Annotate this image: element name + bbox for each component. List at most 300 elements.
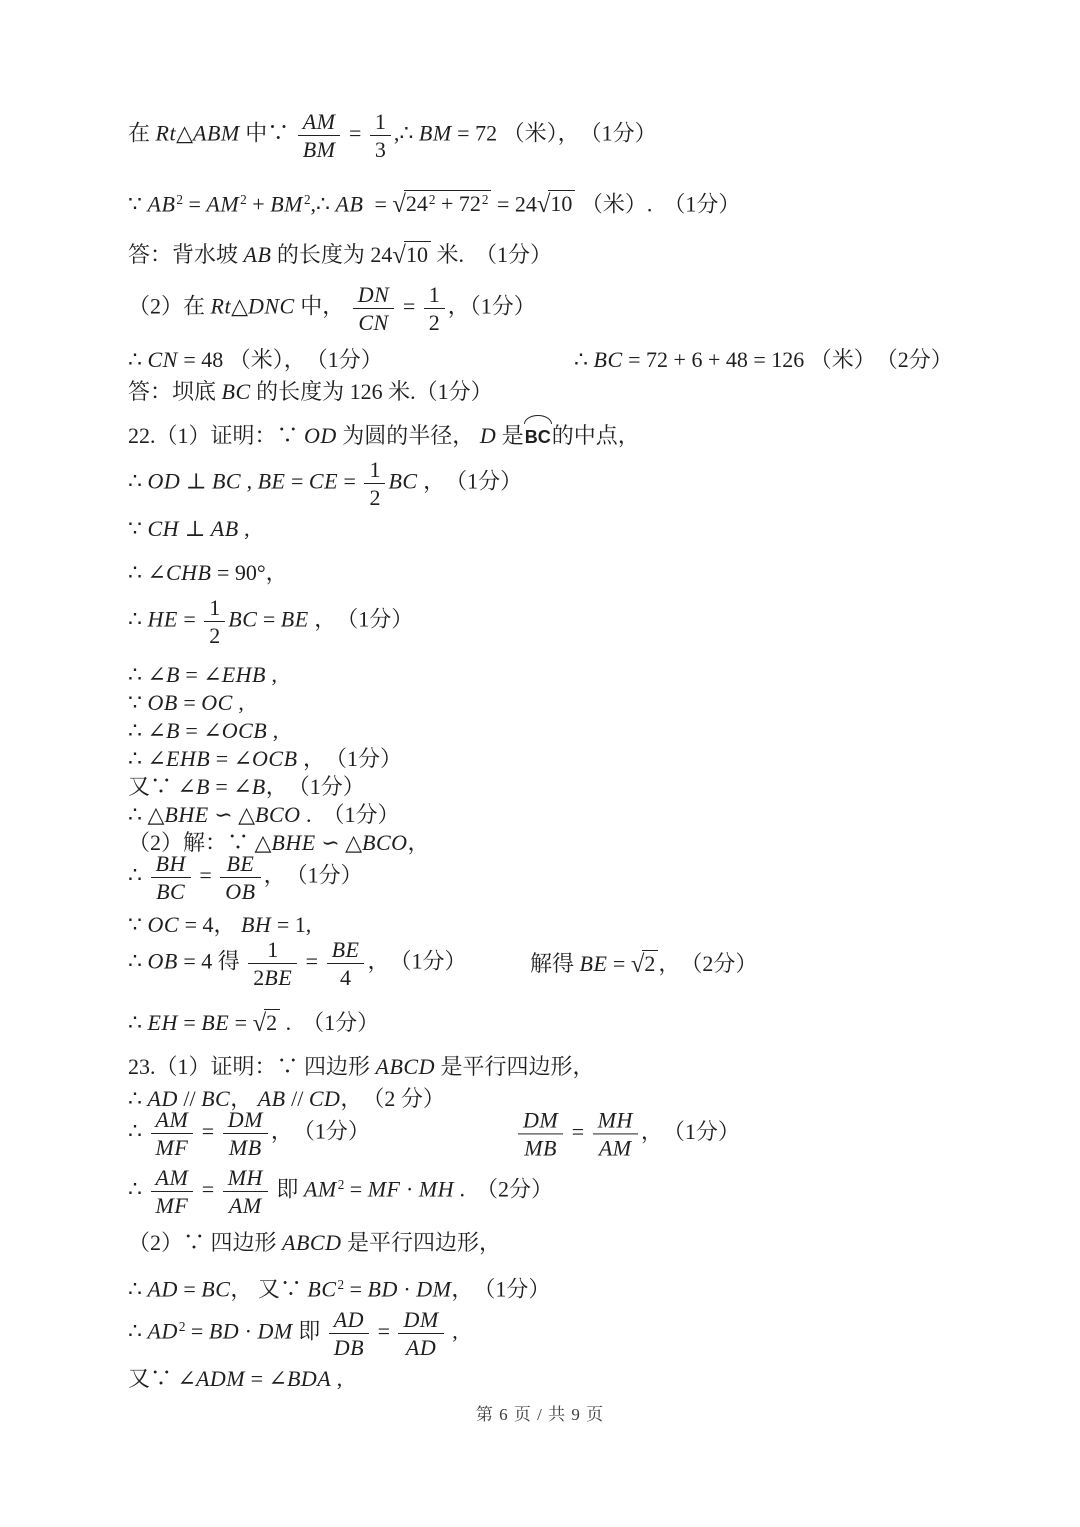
math-text: ∴ ∠: [128, 662, 166, 687]
math-line-6: [128, 377, 493, 407]
math-text: ∴: [574, 347, 594, 372]
math-variable: OB: [147, 690, 178, 715]
math-variable: BE: [331, 937, 360, 962]
math-variable: BE: [226, 851, 255, 876]
math-text: ∴ △: [128, 802, 165, 827]
math-text: =: [257, 606, 281, 632]
fraction-numerator: [151, 1166, 194, 1192]
fraction-denominator: [329, 1334, 369, 1359]
math-text: =: [185, 1318, 209, 1344]
square-root: [631, 949, 659, 979]
fraction-numerator: [151, 852, 191, 878]
math-line-20: [128, 910, 311, 940]
math-variable: BHE: [271, 830, 316, 855]
fraction-denominator: [424, 309, 445, 334]
math-line-11: [128, 596, 413, 647]
math-text: 中，: [294, 293, 350, 319]
math-text: 答：坝底: [128, 379, 222, 404]
math-variable: AM: [598, 1135, 632, 1161]
math-text: ∽ △: [315, 830, 363, 855]
math-line-1: [128, 110, 657, 161]
math-text: 1: [374, 109, 386, 134]
math-variable: BCO: [255, 802, 301, 827]
fraction: [151, 852, 191, 903]
math-variable: BC: [201, 1086, 231, 1111]
math-text: ·: [400, 1176, 419, 1202]
math-variable: DM: [523, 1107, 559, 1132]
fraction: [223, 1166, 268, 1217]
math-variable: OCB: [221, 718, 268, 743]
math-variable: DM: [257, 1318, 293, 1344]
math-variable: AM: [155, 1165, 189, 1190]
math-text: ∴ ∠: [128, 718, 166, 743]
math-line-9: [128, 514, 250, 544]
math-text: ∴ ∠: [128, 746, 166, 771]
math-variable: B: [195, 774, 210, 799]
math-text: 中∵: [239, 120, 295, 146]
math-text: ·: [239, 1318, 258, 1344]
math-variable: AD: [405, 1335, 437, 1361]
math-variable: B: [251, 774, 266, 799]
math-text: +: [246, 191, 271, 217]
math-variable: BC: [221, 379, 251, 404]
math-line-21-col2: [530, 949, 757, 979]
arc-over-letters: BC: [524, 420, 552, 452]
math-line-16: [128, 772, 365, 802]
math-text: =: [229, 1010, 253, 1035]
math-variable: BDA: [286, 1366, 332, 1391]
math-variable: BE: [579, 950, 608, 976]
math-text: 1: [369, 457, 381, 482]
math-text: =: [182, 191, 207, 217]
math-variable: MH: [227, 1165, 263, 1190]
math-text: ∵: [128, 191, 148, 217]
math-text: ,: [267, 718, 279, 743]
math-text: =: [607, 950, 631, 976]
math-text: 2: [266, 1010, 278, 1035]
fraction-denominator: [518, 1134, 563, 1159]
square-root: [392, 240, 431, 270]
fraction-numerator: [298, 110, 341, 136]
fraction-numerator: [364, 458, 385, 484]
math-text: ,: [266, 662, 277, 687]
math-text: （米）. （1分）: [575, 191, 741, 217]
math-text: 1: [267, 937, 279, 962]
math-variable: CE: [308, 468, 339, 494]
math-text: ∴: [128, 1176, 148, 1202]
math-text: =: [338, 468, 362, 494]
fraction-denominator: [151, 1192, 194, 1217]
fraction: [151, 1166, 194, 1217]
math-text: （2）在: [128, 293, 211, 319]
fraction-denominator: [398, 1334, 443, 1359]
math-variable: AM: [155, 1107, 189, 1132]
math-line-29: [128, 1308, 458, 1359]
fraction: [220, 852, 260, 903]
radical-sign-icon: √: [536, 191, 551, 219]
math-line-27: [128, 1228, 501, 1258]
math-text: 23.（1）证明：∵ 四边形: [128, 1054, 376, 1079]
math-text: ，: [407, 830, 430, 855]
math-variable: AB: [257, 1086, 286, 1111]
math-text: ⊥: [179, 516, 211, 541]
math-text: ， （2 分）: [340, 1086, 445, 1111]
fraction-denominator: [327, 964, 365, 989]
math-text: ,∴: [310, 191, 336, 217]
math-variable: OC: [201, 690, 233, 715]
math-variable: DB: [333, 1335, 365, 1361]
math-variable: AM: [228, 1193, 262, 1219]
math-text: 即: [270, 1176, 304, 1202]
math-line-4: [128, 283, 536, 334]
math-variable: BD: [367, 1276, 398, 1302]
math-variable: BE: [257, 468, 286, 494]
fraction: [398, 1308, 443, 1359]
power-base: AM: [206, 191, 240, 217]
math-variable: MH: [418, 1176, 455, 1202]
math-text: ， （1分）: [265, 774, 365, 799]
fraction: [593, 1108, 638, 1159]
power-base: BM: [270, 191, 303, 217]
math-text: 的长度为 24: [271, 242, 393, 267]
power-exponent: 2: [337, 1277, 345, 1292]
math-text: 又∵ ∠: [128, 774, 196, 799]
math-text: =: [363, 191, 393, 217]
fraction-denominator: [204, 622, 225, 647]
math-text: 的长度为 126 米.（1分）: [250, 379, 493, 404]
power-base: AB: [147, 191, 176, 217]
math-line-21: [128, 937, 758, 991]
math-variable: BE: [201, 1010, 230, 1035]
math-line-10: [128, 558, 288, 588]
math-variable: BC: [211, 468, 242, 494]
math-variable: CD: [308, 1086, 341, 1111]
math-text: ， （1分）: [270, 1118, 370, 1144]
math-text: =: [196, 1176, 220, 1202]
math-text: ， （1分）: [297, 746, 403, 771]
math-variable: CN: [358, 310, 389, 336]
fraction: [151, 1108, 194, 1159]
power-exponent: 2: [178, 1319, 186, 1335]
math-text: 2: [644, 950, 656, 976]
fraction-numerator: [593, 1108, 638, 1134]
math-text: 2: [253, 965, 265, 991]
fraction-denominator: [593, 1134, 638, 1159]
math-line-28: [128, 1270, 550, 1304]
math-text: ∴: [128, 468, 148, 494]
fraction-denominator: [353, 309, 395, 334]
math-text: 2: [369, 485, 381, 511]
radical-sign-icon: √: [392, 242, 406, 269]
math-line-30: [128, 1364, 342, 1394]
math-line-13: [128, 688, 244, 718]
math-variable: AD: [147, 1276, 178, 1302]
math-text: = 24: [491, 191, 537, 217]
fraction: [329, 1308, 369, 1359]
math-variable: OB: [147, 948, 178, 974]
page-number-text: 第 6 页 / 共 9 页: [475, 1405, 605, 1424]
math-text: 在: [128, 120, 156, 146]
fraction: [424, 283, 445, 334]
math-text: ∴: [128, 1086, 148, 1111]
math-text: +: [435, 191, 459, 217]
math-variable: B: [165, 718, 180, 743]
fraction-numerator: [204, 596, 225, 622]
math-line-25-col2: [515, 1108, 740, 1159]
fraction-numerator: [329, 1308, 369, 1334]
math-text: = 48 （米）， （1分）: [177, 347, 383, 372]
fraction-denominator: [364, 484, 385, 509]
power-exponent: 2: [176, 192, 183, 207]
math-text: ·: [397, 1276, 417, 1302]
math-text: ， （1分）: [640, 1118, 740, 1144]
math-variable: ABM: [193, 120, 240, 146]
math-variable: DM: [416, 1276, 452, 1302]
math-text: ∽ △: [208, 802, 256, 827]
math-variable: AM: [302, 109, 336, 134]
math-variable: BC: [388, 468, 418, 494]
power-exponent: 2: [240, 192, 247, 207]
fraction-numerator: [248, 938, 297, 964]
math-variable: AD: [333, 1307, 365, 1332]
fraction: [518, 1108, 563, 1159]
math-text: 1: [428, 282, 440, 307]
math-text: ， （1分）: [451, 1276, 551, 1302]
math-variable: MF: [155, 1193, 189, 1219]
fraction-numerator: [223, 1108, 268, 1134]
math-text: ，（1分）: [447, 293, 536, 319]
fraction: [204, 596, 225, 647]
math-variable: AB: [210, 516, 239, 541]
fraction-numerator: [518, 1108, 563, 1134]
math-line-19: [128, 852, 363, 903]
math-text: . （2分）: [454, 1176, 554, 1202]
math-text: ，: [230, 1086, 258, 1111]
fraction-numerator: [424, 283, 445, 309]
math-variable: OB: [225, 879, 256, 905]
math-line-2: [128, 185, 740, 219]
math-variable: BC: [156, 879, 186, 905]
math-variable: MH: [597, 1107, 633, 1132]
math-text: = ∠: [210, 746, 253, 771]
math-text: ,: [232, 690, 244, 715]
fraction: [223, 1108, 268, 1159]
math-variable: BC: [593, 347, 623, 372]
fraction-denominator: [223, 1134, 268, 1159]
math-text: ∴: [128, 1118, 148, 1144]
math-text: =: [344, 1276, 368, 1302]
math-variable: BH: [240, 912, 272, 937]
math-text: =: [300, 948, 324, 974]
math-text: ,: [238, 516, 250, 541]
math-variable: MF: [367, 1176, 401, 1202]
radical-sign-icon: √: [252, 1010, 267, 1037]
math-variable: DM: [227, 1107, 263, 1132]
radical-sign-icon: √: [630, 950, 645, 978]
math-text: = ∠: [209, 774, 252, 799]
math-text: ∴: [128, 1010, 148, 1035]
math-text: 的中点，: [551, 423, 640, 448]
power-base: AD: [147, 1318, 178, 1344]
math-text: = 72 （米）， （1分）: [451, 120, 657, 146]
math-text: =: [196, 1118, 220, 1144]
math-text: = ∠: [179, 718, 222, 743]
math-text: //: [285, 1086, 309, 1111]
math-text: //: [177, 1086, 202, 1111]
math-variable: ABCD: [375, 1054, 435, 1079]
fraction-numerator: [220, 852, 260, 878]
math-text: 即: [292, 1318, 326, 1344]
math-text: △: [231, 293, 248, 319]
math-text: =: [343, 120, 367, 146]
math-variable: DNC: [248, 293, 295, 319]
math-text: =: [285, 468, 309, 494]
radical-sign-icon: √: [392, 191, 406, 219]
math-text: ， （1分）: [263, 862, 363, 888]
square-root: [253, 1008, 281, 1038]
math-text: 解得: [530, 950, 580, 976]
math-text: ， （2分）: [658, 950, 758, 976]
math-text: ⊥: [180, 468, 212, 494]
math-variable: BC: [228, 606, 258, 632]
math-line-12: [128, 660, 277, 690]
fraction-denominator: [248, 964, 297, 989]
math-text: = 90°，: [211, 560, 288, 585]
math-text: = 72 + 6 + 48 = 126 （米） （2分）: [622, 347, 953, 372]
fraction-numerator: [398, 1308, 443, 1334]
fraction-numerator: [327, 938, 365, 964]
square-root: [537, 189, 576, 219]
power-base: 24: [405, 191, 428, 217]
math-text: =: [193, 862, 218, 888]
math-text: ∴: [128, 862, 148, 888]
math-text: 为圆的半径，: [336, 423, 480, 448]
math-line-22: [128, 1008, 379, 1038]
fraction: [353, 283, 395, 334]
fraction: [298, 110, 341, 161]
math-variable: AD: [147, 1086, 178, 1111]
power-exponent: 2: [337, 1177, 345, 1193]
math-text: =: [177, 606, 202, 632]
math-text: 1: [209, 595, 221, 620]
math-text: = 1,: [271, 912, 312, 937]
math-text: = ∠: [179, 662, 222, 687]
math-variable: EHB: [221, 662, 266, 687]
math-variable: B: [165, 662, 180, 687]
fraction-numerator: [223, 1166, 268, 1192]
math-variable: BC: [201, 1276, 231, 1302]
math-text: = 4，: [179, 912, 241, 937]
fraction: [248, 938, 297, 989]
math-variable: BHE: [164, 802, 209, 827]
math-text: = 4 得: [177, 948, 246, 974]
fraction: [370, 110, 391, 161]
math-variable: OC: [147, 912, 180, 937]
math-variable: MB: [228, 1135, 262, 1161]
page-footer: [0, 1400, 1080, 1425]
math-text: =: [177, 690, 202, 715]
math-variable: DN: [357, 282, 390, 307]
math-text: （2）∵ 四边形: [128, 1230, 283, 1255]
power-base: 72: [458, 191, 481, 217]
math-text: 2: [209, 623, 221, 649]
radicand: [404, 190, 492, 216]
math-variable: CH: [147, 516, 180, 541]
math-variable: BM: [418, 120, 452, 146]
math-variable: CN: [147, 347, 178, 372]
math-variable: D: [479, 423, 497, 448]
math-variable: EHB: [165, 746, 211, 771]
math-text: ,∴: [393, 120, 419, 146]
math-text: ∴ ∠: [128, 560, 166, 585]
math-line-5: [128, 345, 953, 375]
math-text: 是平行四边形，: [341, 1230, 501, 1255]
math-variable: MB: [524, 1135, 557, 1161]
math-variable: BH: [155, 851, 186, 876]
math-text: =: [344, 1176, 368, 1202]
math-text: ∴: [128, 1276, 148, 1302]
fraction-numerator: [353, 283, 395, 309]
math-text: ,: [241, 468, 258, 494]
math-text: 又∵ ∠: [128, 1366, 196, 1391]
math-text: = ∠: [245, 1366, 287, 1391]
radicand: [404, 241, 431, 267]
fraction: [327, 938, 365, 989]
math-line-14: [128, 716, 278, 746]
math-text: 10: [405, 242, 428, 267]
power-base: BC: [307, 1276, 337, 1302]
math-variable: Rt: [210, 293, 232, 319]
power-base: AM: [303, 1176, 337, 1202]
math-line-7: [128, 420, 640, 452]
math-line-3: [128, 240, 552, 270]
math-line-26: [128, 1166, 553, 1217]
math-text: ∴: [128, 948, 148, 974]
math-line-25: [128, 1107, 740, 1161]
math-text: ∴: [128, 606, 148, 632]
math-variable: CHB: [165, 560, 212, 585]
math-text: . （1分）: [280, 1010, 380, 1035]
math-line-23: [128, 1052, 594, 1082]
fraction-denominator: [151, 1134, 194, 1159]
fraction-numerator: [151, 1108, 194, 1134]
fraction: [364, 458, 385, 509]
math-text: ∵: [128, 690, 148, 715]
math-text: 答：背水坡: [128, 242, 244, 267]
math-text: =: [372, 1318, 396, 1344]
math-text: ， （1分）: [308, 606, 414, 632]
fraction-denominator: [151, 878, 191, 903]
square-root: [392, 189, 491, 219]
power-exponent: 2: [481, 192, 489, 207]
fraction-denominator: [220, 878, 260, 903]
power-exponent: 2: [428, 192, 436, 207]
math-text: =: [177, 1276, 202, 1302]
math-variable: OCB: [252, 746, 298, 771]
math-variable: BM: [302, 137, 336, 163]
math-text: ∵: [128, 912, 148, 937]
math-text: ， （1分）: [367, 948, 467, 974]
math-variable: DM: [403, 1307, 439, 1332]
math-variable: MF: [155, 1135, 189, 1161]
math-variable: BE: [264, 965, 293, 991]
math-text: 3: [374, 137, 386, 163]
math-text: 22.（1）证明：∵: [128, 423, 305, 448]
math-text: . （1分）: [300, 802, 400, 827]
math-text: =: [397, 293, 421, 319]
fraction-denominator: [223, 1192, 268, 1217]
math-variable: AB: [335, 191, 364, 217]
